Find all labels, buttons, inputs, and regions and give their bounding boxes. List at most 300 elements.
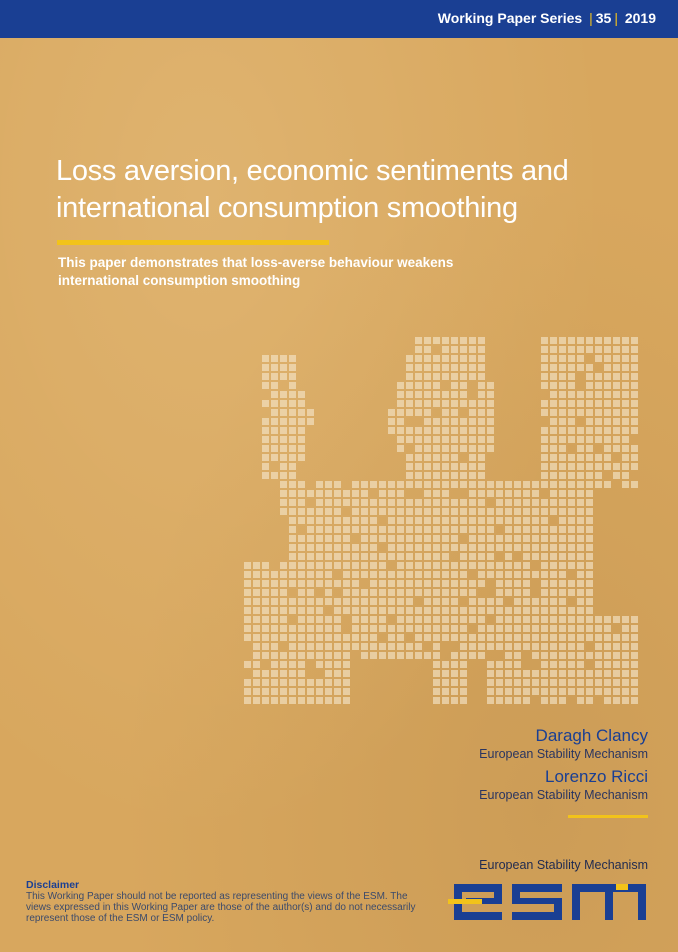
map-dot [289, 598, 296, 605]
map-dot [343, 652, 350, 659]
map-dot [460, 562, 467, 569]
map-dot [271, 454, 278, 461]
map-dot [298, 670, 305, 677]
map-dot [460, 688, 467, 695]
map-dot [379, 652, 386, 659]
map-dot [379, 499, 386, 506]
map-dot [262, 580, 269, 587]
map-dot [343, 697, 350, 704]
map-dot [568, 409, 575, 416]
map-dot [325, 634, 332, 641]
map-dot [280, 418, 287, 425]
map-dot [406, 436, 413, 443]
map-dot [271, 589, 278, 596]
map-dot [460, 373, 467, 380]
map-dot [253, 607, 260, 614]
map-dot [424, 391, 431, 398]
europe-dot-map-illustration [235, 328, 645, 708]
map-dot [487, 607, 494, 614]
map-dot [577, 634, 584, 641]
map-dot [262, 571, 269, 578]
map-dot [442, 463, 449, 470]
map-dot [415, 364, 422, 371]
map-dot [343, 679, 350, 686]
map-dot [532, 607, 539, 614]
map-dot [271, 643, 278, 650]
map-dot [271, 580, 278, 587]
map-dot [541, 373, 548, 380]
map-dot [631, 391, 638, 398]
map-dot [424, 463, 431, 470]
map-dot [595, 409, 602, 416]
map-dot [496, 625, 503, 632]
map-dot [550, 589, 557, 596]
map-dot [253, 679, 260, 686]
map-dot [352, 499, 359, 506]
map-dot [550, 400, 557, 407]
map-dot [433, 355, 440, 362]
map-dot [244, 634, 251, 641]
map-dot [433, 427, 440, 434]
map-dot [433, 526, 440, 533]
map-dot [577, 535, 584, 542]
map-dot [433, 634, 440, 641]
map-dot [442, 661, 449, 668]
map-dot [541, 535, 548, 542]
map-dot [496, 670, 503, 677]
map-dot [496, 499, 503, 506]
map-dot [568, 472, 575, 479]
map-dot [415, 463, 422, 470]
map-dot [433, 607, 440, 614]
map-dot [559, 409, 566, 416]
map-dot [244, 625, 251, 632]
map-dot [604, 337, 611, 344]
map-dot [586, 490, 593, 497]
map-dot [469, 562, 476, 569]
map-dot [631, 346, 638, 353]
map-dot [532, 544, 539, 551]
map-dot [514, 652, 521, 659]
map-dot [478, 544, 485, 551]
map-dot [307, 625, 314, 632]
map-dot [316, 688, 323, 695]
map-dot [550, 679, 557, 686]
map-dot [406, 652, 413, 659]
map-dot [298, 544, 305, 551]
map-dot [622, 373, 629, 380]
map-dot [334, 562, 341, 569]
map-dot [505, 616, 512, 623]
map-dot [577, 526, 584, 533]
map-dot [442, 337, 449, 344]
map-dot [334, 697, 341, 704]
map-dot [631, 625, 638, 632]
map-dot [586, 481, 593, 488]
map-dot [361, 625, 368, 632]
map-dot [370, 544, 377, 551]
map-dot [442, 535, 449, 542]
map-dot [595, 472, 602, 479]
map-dot [622, 445, 629, 452]
map-dot [568, 346, 575, 353]
map-dot [433, 688, 440, 695]
map-dot [388, 607, 395, 614]
map-dot [604, 373, 611, 380]
map-dot [622, 625, 629, 632]
map-dot [523, 562, 530, 569]
map-dot [370, 580, 377, 587]
map-dot [604, 697, 611, 704]
map-dot [514, 697, 521, 704]
map-dot [586, 652, 593, 659]
map-dot [613, 373, 620, 380]
map-dot [325, 508, 332, 515]
map-dot [550, 472, 557, 479]
map-dot [532, 499, 539, 506]
map-dot [550, 634, 557, 641]
map-dot [631, 418, 638, 425]
map-dot [334, 670, 341, 677]
map-dot [577, 454, 584, 461]
map-dot [622, 346, 629, 353]
map-dot [244, 661, 251, 668]
map-dot [568, 364, 575, 371]
map-dot [397, 535, 404, 542]
map-dot [433, 454, 440, 461]
map-dot [298, 517, 305, 524]
map-dot [568, 463, 575, 470]
map-dot [559, 544, 566, 551]
map-dot [424, 337, 431, 344]
map-dot [352, 580, 359, 587]
map-dot [469, 373, 476, 380]
map-dot [469, 445, 476, 452]
map-dot [352, 562, 359, 569]
map-dot [415, 454, 422, 461]
map-dot [478, 652, 485, 659]
map-dot [541, 382, 548, 389]
map-dot [514, 688, 521, 695]
map-dot [460, 436, 467, 443]
map-dot [550, 697, 557, 704]
map-dot [586, 616, 593, 623]
map-dot [298, 598, 305, 605]
map-dot [523, 598, 530, 605]
map-dot [262, 364, 269, 371]
map-dot [442, 670, 449, 677]
map-dot [424, 373, 431, 380]
map-dot [460, 571, 467, 578]
map-dot [343, 571, 350, 578]
series-info [438, 10, 656, 26]
map-dot [487, 643, 494, 650]
map-dot [541, 616, 548, 623]
map-dot [568, 418, 575, 425]
map-dot [586, 463, 593, 470]
map-dot [631, 643, 638, 650]
map-dot [505, 634, 512, 641]
map-dot [577, 652, 584, 659]
map-dot [604, 346, 611, 353]
map-dot [496, 643, 503, 650]
map-dot [388, 589, 395, 596]
author-affiliation: European Stability Mechanism [479, 747, 648, 761]
map-dot [550, 598, 557, 605]
map-dot [595, 625, 602, 632]
map-dot [397, 391, 404, 398]
map-dot [334, 661, 341, 668]
map-dot [334, 643, 341, 650]
map-dot [550, 337, 557, 344]
map-dot [550, 607, 557, 614]
map-dot [325, 499, 332, 506]
map-dot [253, 562, 260, 569]
map-dot [325, 589, 332, 596]
map-dot [271, 382, 278, 389]
map-dot [343, 643, 350, 650]
map-dot [433, 535, 440, 542]
map-dot [289, 391, 296, 398]
map-dot [550, 418, 557, 425]
map-dot [397, 544, 404, 551]
map-dot [442, 508, 449, 515]
map-dot [289, 670, 296, 677]
map-dot [280, 427, 287, 434]
map-dot [451, 526, 458, 533]
map-dot [460, 382, 467, 389]
map-dot [541, 427, 548, 434]
map-dot [469, 427, 476, 434]
map-dot [280, 661, 287, 668]
map-dot [523, 508, 530, 515]
map-dot [307, 562, 314, 569]
map-dot [280, 454, 287, 461]
map-dot [577, 661, 584, 668]
map-dot [451, 382, 458, 389]
map-dot [397, 652, 404, 659]
map-dot [262, 634, 269, 641]
map-dot [289, 517, 296, 524]
map-dot [568, 652, 575, 659]
map-dot [361, 643, 368, 650]
map-dot [424, 571, 431, 578]
map-dot [442, 373, 449, 380]
map-dot [595, 688, 602, 695]
map-dot [577, 571, 584, 578]
map-dot [478, 346, 485, 353]
map-dot [388, 517, 395, 524]
map-dot [451, 373, 458, 380]
map-dot [406, 508, 413, 515]
map-dot [361, 481, 368, 488]
map-dot [370, 535, 377, 542]
map-dot [514, 544, 521, 551]
map-dot [334, 688, 341, 695]
map-dot [325, 562, 332, 569]
map-dot [505, 526, 512, 533]
map-dot [325, 697, 332, 704]
map-dot [262, 400, 269, 407]
map-dot [604, 616, 611, 623]
map-dot [550, 490, 557, 497]
map-dot [451, 562, 458, 569]
map-dot [334, 634, 341, 641]
map-dot [514, 634, 521, 641]
map-dot [352, 598, 359, 605]
map-dot [541, 481, 548, 488]
map-dot [541, 445, 548, 452]
map-dot [325, 670, 332, 677]
map-dot [460, 634, 467, 641]
map-dot [433, 589, 440, 596]
map-dot [613, 391, 620, 398]
map-dot [433, 643, 440, 650]
map-dot [388, 625, 395, 632]
map-dot [442, 625, 449, 632]
map-dot [316, 535, 323, 542]
map-dot [433, 337, 440, 344]
map-dot [523, 481, 530, 488]
map-dot [541, 517, 548, 524]
map-dot [604, 382, 611, 389]
map-dot [487, 562, 494, 569]
map-dot [262, 382, 269, 389]
map-dot [397, 427, 404, 434]
map-dot [433, 625, 440, 632]
map-dot [424, 364, 431, 371]
map-dot [442, 607, 449, 614]
map-dot [343, 535, 350, 542]
map-dot [469, 643, 476, 650]
map-dot [577, 400, 584, 407]
map-dot [361, 607, 368, 614]
map-dot [613, 634, 620, 641]
map-dot [397, 526, 404, 533]
map-dot [550, 580, 557, 587]
map-dot [325, 661, 332, 668]
map-dot [379, 562, 386, 569]
map-dot [289, 526, 296, 533]
map-dot [433, 670, 440, 677]
map-dot [442, 544, 449, 551]
map-dot [289, 427, 296, 434]
map-dot [604, 355, 611, 362]
map-dot [604, 625, 611, 632]
map-dot [568, 454, 575, 461]
map-dot [406, 454, 413, 461]
map-dot [262, 562, 269, 569]
map-dot [280, 472, 287, 479]
map-dot [541, 355, 548, 362]
map-dot [325, 481, 332, 488]
map-dot [487, 571, 494, 578]
map-dot [577, 688, 584, 695]
map-dot [397, 508, 404, 515]
map-dot [604, 481, 611, 488]
map-dot [334, 535, 341, 542]
map-dot [388, 409, 395, 416]
map-dot [397, 643, 404, 650]
map-dot [559, 490, 566, 497]
map-dot [613, 643, 620, 650]
map-dot [316, 643, 323, 650]
map-dot [622, 454, 629, 461]
map-dot [442, 481, 449, 488]
map-dot [289, 382, 296, 389]
map-dot [379, 526, 386, 533]
map-dot [514, 661, 521, 668]
logo-caption: European Stability Mechanism [479, 858, 648, 872]
map-dot [415, 544, 422, 551]
map-dot [415, 580, 422, 587]
map-dot [271, 571, 278, 578]
map-dot [613, 400, 620, 407]
map-dot [595, 373, 602, 380]
map-dot [289, 679, 296, 686]
map-dot [298, 418, 305, 425]
map-dot [451, 481, 458, 488]
map-dot [280, 400, 287, 407]
map-dot [514, 670, 521, 677]
map-dot [415, 337, 422, 344]
map-dot [370, 598, 377, 605]
map-dot [334, 508, 341, 515]
map-dot [424, 454, 431, 461]
map-dot [541, 607, 548, 614]
map-dot [451, 616, 458, 623]
map-dot [433, 373, 440, 380]
map-dot [604, 454, 611, 461]
map-dot [433, 463, 440, 470]
map-dot [289, 400, 296, 407]
map-dot [262, 598, 269, 605]
map-dot [514, 571, 521, 578]
map-dot [595, 391, 602, 398]
map-dot [424, 535, 431, 542]
map-dot [577, 337, 584, 344]
map-dot [424, 436, 431, 443]
map-dot [262, 436, 269, 443]
map-dot [406, 526, 413, 533]
map-dot [271, 679, 278, 686]
map-dot [244, 697, 251, 704]
map-dot [460, 463, 467, 470]
map-dot [460, 517, 467, 524]
map-dot [334, 553, 341, 560]
map-dot [505, 697, 512, 704]
map-dot [550, 643, 557, 650]
map-dot [343, 688, 350, 695]
map-dot [460, 472, 467, 479]
map-dot [460, 391, 467, 398]
author-affiliation: European Stability Mechanism [479, 788, 648, 802]
map-dot [253, 589, 260, 596]
map-dot [451, 346, 458, 353]
map-dot [622, 337, 629, 344]
map-dot [586, 400, 593, 407]
map-dot [424, 652, 431, 659]
map-dot [577, 580, 584, 587]
map-dot [253, 580, 260, 587]
esm-logo [448, 880, 650, 924]
map-dot [478, 526, 485, 533]
map-dot [586, 544, 593, 551]
map-dot [361, 571, 368, 578]
map-dot [604, 688, 611, 695]
map-dot [424, 346, 431, 353]
map-dot [307, 652, 314, 659]
